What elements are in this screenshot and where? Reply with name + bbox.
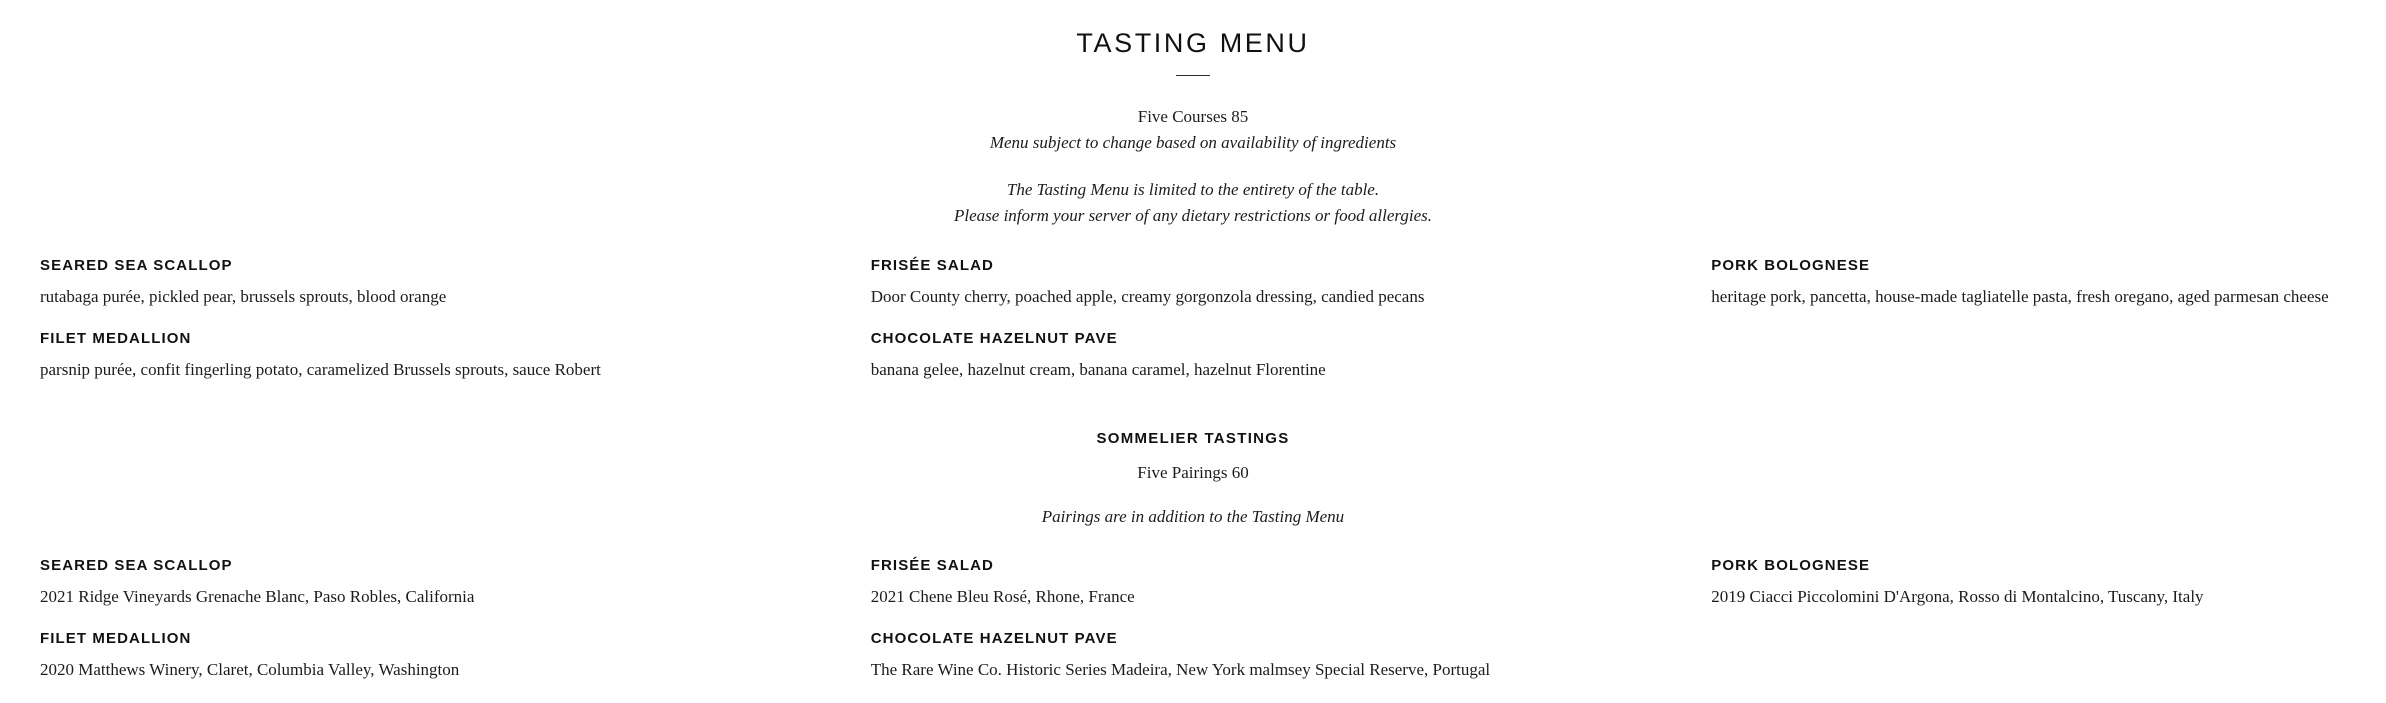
- pairings-column-1: [40, 557, 871, 703]
- menu-item: [1711, 257, 2346, 308]
- pairings-column-2: [871, 557, 1712, 703]
- intro-spacer: [0, 157, 2386, 177]
- pairing-course-name: PORK BOLOGNESE: [1711, 556, 1871, 574]
- dish-name: SEARED SEA SCALLOP: [40, 257, 233, 275]
- sommelier-header: [0, 430, 2386, 527]
- pairing-wine: 2021 Ridge Vineyards Grenache Blanc, Paso Robles, California: [40, 586, 475, 606]
- courses-column-3: [1711, 257, 2346, 403]
- pairing-item: [871, 630, 1682, 681]
- title-divider: [1176, 75, 1210, 76]
- pairings-column-3: [1711, 557, 2346, 703]
- pairings-section: [0, 557, 2386, 703]
- pairing-course-name: FILET MEDALLION: [40, 629, 192, 647]
- dish-description: rutabaga purée, pickled pear, brussels sprouts, blood orange: [40, 287, 447, 307]
- dish-description: parsnip purée, confit fingerling potato, caramelized Brussels sprouts, sauce Robert: [40, 360, 601, 380]
- menu-item: [871, 330, 1682, 381]
- menu-item: [40, 330, 841, 381]
- pairing-wine: 2019 Ciacci Piccolomini D'Argona, Rosso di Montalcino, Tuscany, Italy: [1711, 586, 2204, 606]
- dish-name: FILET MEDALLION: [40, 330, 192, 348]
- dish-name: PORK BOLOGNESE: [1711, 257, 1871, 275]
- sommelier-title: SOMMELIER TASTINGS: [1096, 429, 1290, 447]
- dish-description: Door County cherry, poached apple, creamy gorgonzola dressing, candied pecans: [870, 287, 1425, 307]
- allergy-note: Please inform your server of any dietary restrictions or food allergies.: [954, 206, 1432, 226]
- menu-header: [0, 0, 2386, 76]
- pairing-wine: 2021 Chene Bleu Rosé, Rhone, France: [870, 586, 1135, 606]
- pairing-wine: The Rare Wine Co. Historic Series Madeira, New York malmsey Special Reserve, Portugal: [870, 659, 1491, 679]
- pairing-course-name: FRISÉE SALAD: [870, 556, 994, 574]
- dish-description: heritage pork, pancetta, house-made tagliatelle pasta, fresh oregano, aged parmesan cheese: [1711, 287, 2329, 307]
- courses-section: [0, 257, 2386, 403]
- menu-subject-note: Menu subject to change based on availability of ingredients: [989, 133, 1397, 153]
- pairing-item: [40, 630, 841, 681]
- page-title: TASTING MENU: [1076, 28, 1310, 58]
- sommelier-price-line: Five Pairings 60: [1137, 462, 1249, 482]
- pairing-wine: 2020 Matthews Winery, Claret, Columbia Valley, Washington: [40, 659, 460, 679]
- pairing-item: [871, 557, 1682, 608]
- courses-column-1: [40, 257, 871, 403]
- tasting-price-line: Five Courses 85: [1137, 107, 1249, 126]
- dish-name: FRISÉE SALAD: [870, 257, 994, 275]
- pairing-course-name: SEARED SEA SCALLOP: [40, 556, 233, 574]
- table-limit-note: The Tasting Menu is limited to the entirety of the table.: [1006, 179, 1380, 199]
- menu-item: [871, 257, 1682, 308]
- dish-name: CHOCOLATE HAZELNUT PAVE: [870, 330, 1118, 348]
- sommelier-note: Pairings are in addition to the Tasting Menu: [1041, 506, 1345, 526]
- menu-item: [40, 257, 841, 308]
- menu-intro: [0, 104, 2386, 229]
- pairing-item: [40, 557, 841, 608]
- dish-description: banana gelee, hazelnut cream, banana caramel, hazelnut Florentine: [870, 360, 1326, 380]
- courses-column-2: [871, 257, 1712, 403]
- pairing-course-name: CHOCOLATE HAZELNUT PAVE: [870, 629, 1118, 647]
- pairing-item: [1711, 557, 2346, 608]
